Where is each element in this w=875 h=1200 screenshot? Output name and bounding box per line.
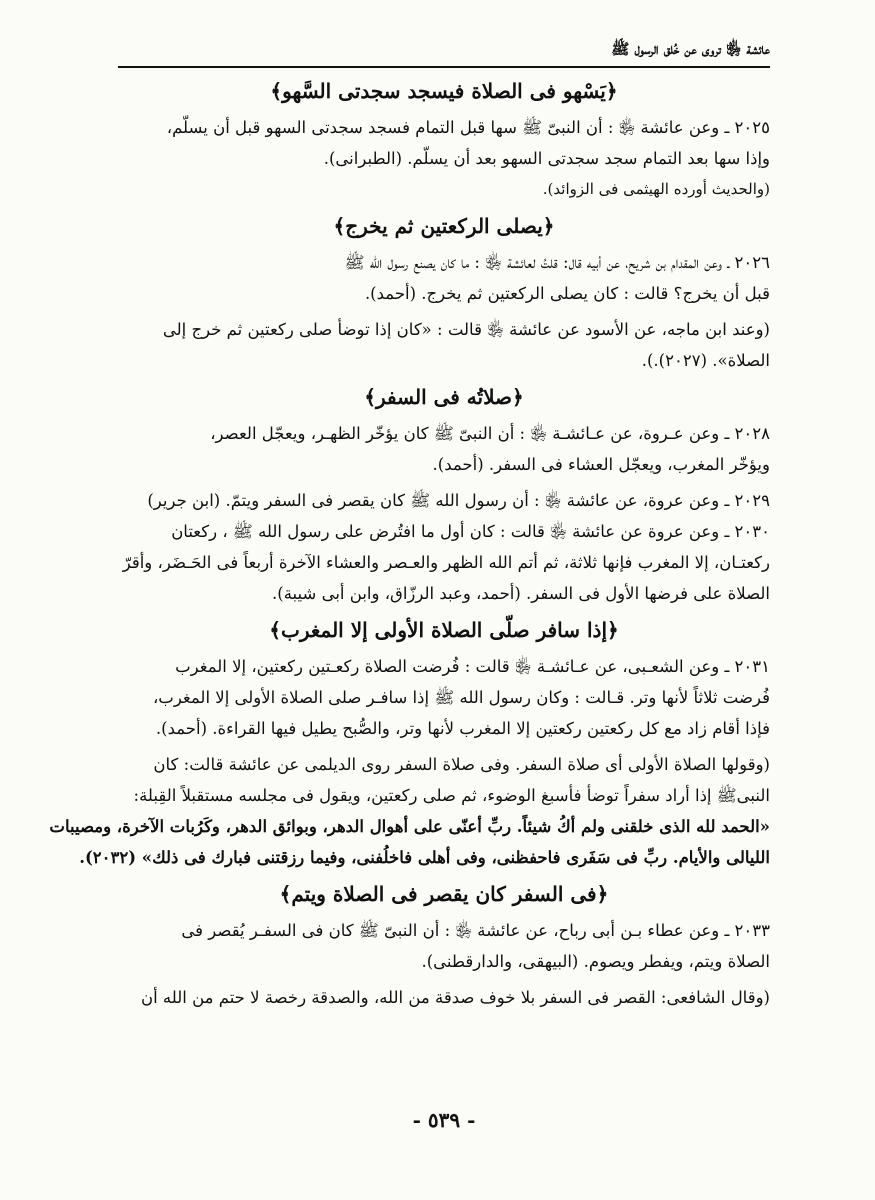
section xyxy=(49,609,770,873)
commentary-paragraph xyxy=(118,314,770,376)
header-divider xyxy=(118,66,770,68)
section-heading: ﴿صلاتُه فى السفر﴾ xyxy=(364,385,524,409)
hadith-paragraph xyxy=(118,485,770,516)
text-line: ٢٠٢٩ ـ وعن عروة، عن عائشة ﵂ : أن رسول الله ﷺ كان يقصر فى السفر ويتمّ. (ابن جرير) xyxy=(147,491,770,510)
section xyxy=(118,205,770,376)
text-line: ٢٠٣٣ ـ وعن عطاء بـن أبى رباح، عن عائشة ﵂ : أن النبىّ ﷺ كان فى السفـر يُقصر فى xyxy=(181,921,770,940)
hadith-paragraph xyxy=(118,112,770,174)
text-line: ركعتـان، إلا المغرب فإنها ثلاثة، ثم أتم الله الظهر والعـصر والعشاء الآخرة أربعاً فى الحَـضَر، وأقرّ xyxy=(122,553,770,572)
text-line: ٢٠٣٠ ـ وعن عروة عن عائشة ﵂ قالت : كان أول ما افتُرض على رسول الله ﷺ ، ركعتان xyxy=(171,522,770,541)
text-line: الصلاة ويتم، ويفطر ويصوم. (البيهقى، والدارقطنى). xyxy=(421,952,770,971)
text-line: ويؤخّر المغرب، ويعجّل العشاء فى السفر. (أحمد). xyxy=(432,455,770,474)
text-line: (وقولها الصلاة الأولى أى صلاة السفر. وفى صلاة السفر روى الديلمى عن عائشة قالت: كان xyxy=(153,755,770,774)
section xyxy=(118,70,770,205)
dua-text-line: «الحمد لله الذى خلقنى ولم أكُ شيئاً. ربِّ أعنّى على أهوال الدهر، وبوائق الدهر، وكَرُبات الآخرة، ومصيبات xyxy=(49,817,770,836)
text-line: ٢٠٢٨ ـ وعن عـروة، عن عـائشـة ﵂ : أن النبىّ ﷺ كان يؤخّر الظهـر، ويعجّل العصر، xyxy=(210,424,770,443)
text-line: قبل أن يخرج؟ قالت : كان يصلى الركعتين ثم يخرج. (أحمد). xyxy=(364,284,770,303)
section xyxy=(118,376,770,609)
commentary-paragraph xyxy=(49,749,770,873)
text-line: وإذا سها بعد التمام سجد سجدتى السهو بعد أن يسلّم. (الطبرانى). xyxy=(323,149,770,168)
hadith-paragraph xyxy=(118,651,770,744)
commentary-paragraph xyxy=(118,982,770,1013)
text-line: ٢٠٢٥ ـ وعن عائشة ﵂ : أن النبىّ ﷺ سها قبل التمام فسجد سجدتى السهو قبل أن يسلّم، xyxy=(166,118,770,137)
page-number: - ٥٣٩ - xyxy=(412,1108,476,1132)
text-line: فُرضت ثلاثاً لأنها وتر. قـالت : وكان رسول الله ﷺ إذا سافـر صلى الصلاة الأولى إلا المغرب، xyxy=(152,688,770,707)
book-page xyxy=(49,0,770,1200)
text-line: (وعند ابن ماجه، عن الأسود عن عائشة ﵂ قالت : «كان إذا توضأ صلى ركعتين ثم خرج إلى xyxy=(162,320,770,339)
text-line: (وقال الشافعى: القصر فى السفر بلا خوف صدقة من الله، والصدقة رخصة لا حتم من الله أن xyxy=(140,988,770,1007)
section-heading: ﴿فى السفر كان يقصر فى الصلاة ويتم﴾ xyxy=(279,882,609,906)
hadith-paragraph xyxy=(118,915,770,977)
section-heading: ﴿يَسْهو فى الصلاة فيسجد سجدتى السَّهو﴾ xyxy=(270,79,618,103)
text-line: فإذا أقام زاد مع كل ركعتين ركعتين إلا المغرب لأنها وتر، والصُّبح يطيل فيها القراءة. (أحمد). xyxy=(155,719,770,738)
hadith-paragraph xyxy=(118,516,770,609)
section-heading: ﴿يصلى الركعتين ثم يخرج﴾ xyxy=(333,214,555,238)
section-heading: ﴿إذا سافر صلّى الصلاة الأولى إلا المغرب﴾ xyxy=(269,618,619,642)
commentary-paragraph xyxy=(118,174,770,205)
text-line: النبىﷺ إذا أراد سفراً توضأ فأسبغ الوضوء، ثم صلى ركعتين، ويقول فى مجلسه مستقبلاً القِبلة: xyxy=(133,786,770,805)
text-line: ٢٠٣١ ـ وعن الشعـبى، عن عـائشـة ﵂ قالت : فُرضت الصلاة ركعـتين ركعتين، إلا المغرب xyxy=(175,657,770,676)
running-header: عائشة ﵂ تروى عن خُلق الرسول ﷺ xyxy=(611,40,770,58)
page-content xyxy=(49,70,770,1013)
section xyxy=(118,873,770,1013)
text-line: ٢٠٢٦ ـ وعن المقدام بن شريح، عن أبيه قال: قلتُ لعائشة ﵂ : ما كان يصنع رسول الله ﷺ xyxy=(344,253,770,272)
text-line: (والحديث أورده الهيثمى فى الزوائد). xyxy=(542,180,770,198)
dua-text-line: الليالى والأيام. ربِّ فى سَفَرى فاحفظنى، وفى أهلى فاخلُفنى، وفيما رزقتنى فبارك فى ذلك» (٢٠٣٢). xyxy=(79,848,770,867)
text-line: الصلاة». (٢٠٢٧).). xyxy=(641,351,770,370)
hadith-paragraph xyxy=(118,247,770,309)
hadith-paragraph xyxy=(118,418,770,480)
text-line: الصلاة على فرضها الأول فى السفر. (أحمد، وعبد الرزّاق، وابن أبى شيبة). xyxy=(272,584,770,603)
